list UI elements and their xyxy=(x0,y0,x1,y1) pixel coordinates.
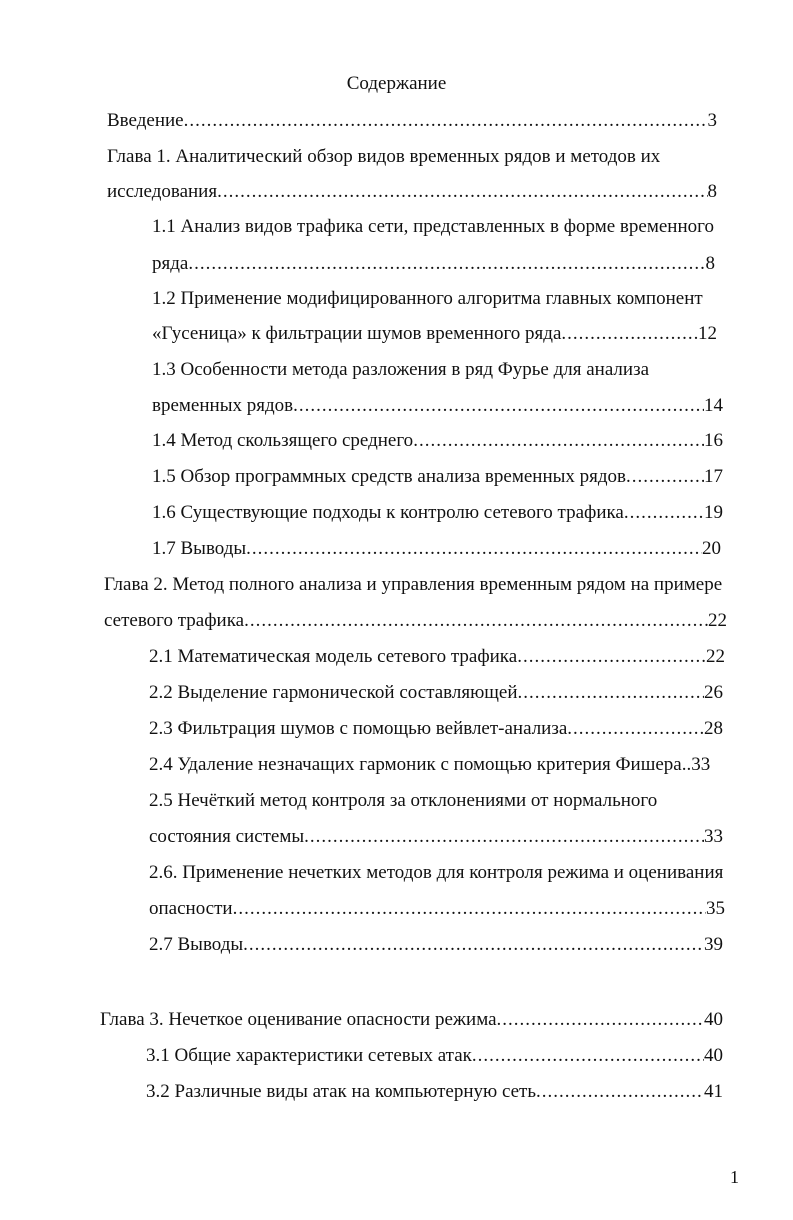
toc-section-2-5 xyxy=(149,824,723,850)
toc-page-number: 17 xyxy=(704,466,723,487)
toc-page-number: 22 xyxy=(706,646,725,667)
toc-leader-dots xyxy=(624,500,704,526)
toc-entry-text: 1.6 Существующие подходы к контролю сетевого трафика xyxy=(152,502,624,523)
toc-section-3-2 xyxy=(146,1079,723,1105)
toc-entry-text: 3.1 Общие характеристики сетевых атак xyxy=(146,1045,472,1066)
toc-entry-text: 1.5 Обзор программных средств анализа временных рядов xyxy=(152,466,627,487)
toc-page-number: 16 xyxy=(704,430,723,451)
toc-chapter-1 xyxy=(107,179,717,205)
toc-section-1-7 xyxy=(152,536,721,562)
toc-leader-dots xyxy=(567,716,704,742)
toc-entry-text: 2.1 Математическая модель сетевого трафика xyxy=(149,646,518,667)
toc-section-2-2 xyxy=(149,680,723,706)
toc-entry-intro xyxy=(107,108,717,134)
toc-page-number: 19 xyxy=(704,502,723,523)
toc-page-number: 22 xyxy=(708,610,727,631)
toc-section-2-1 xyxy=(149,644,725,670)
toc-page-number: 33 xyxy=(704,826,723,847)
toc-entry-text: сетевого трафика xyxy=(104,610,245,631)
toc-section-1-2-line1: 1.2 Применение модифицированного алгоритма главных компонент xyxy=(152,288,703,309)
toc-page-number: 40 xyxy=(704,1045,723,1066)
toc-page-number: 35 xyxy=(706,898,725,919)
toc-leader-dots xyxy=(244,608,708,634)
toc-leader-dots xyxy=(184,108,708,134)
toc-entry-text: исследования xyxy=(107,181,218,202)
toc-section-2-3 xyxy=(149,716,723,742)
toc-section-1-1-line1: 1.1 Анализ видов трафика сети, представленных в форме временного xyxy=(152,216,714,237)
toc-section-3-1 xyxy=(146,1043,723,1069)
toc-entry-text: 3.2 Различные виды атак на компьютерную сеть xyxy=(146,1081,537,1102)
page-title: Содержание xyxy=(346,73,447,94)
toc-leader-dots xyxy=(561,321,698,347)
toc-entry-text: «Гусеница» к фильтрации шумов временного ряда xyxy=(152,323,562,344)
toc-leader-dots xyxy=(413,428,704,454)
toc-leader-dots xyxy=(536,1079,704,1105)
toc-section-1-4 xyxy=(152,428,723,454)
toc-page-number: 40 xyxy=(704,1009,723,1030)
toc-leader-dots xyxy=(233,896,706,922)
toc-leader-dots xyxy=(497,1007,704,1033)
toc-section-2-7 xyxy=(149,932,723,958)
toc-entry-text: 1.7 Выводы xyxy=(152,538,247,559)
toc-leader-dots xyxy=(217,179,707,205)
toc-entry-text: 2.3 Фильтрация шумов с помощью вейвлет-анализа xyxy=(149,718,568,739)
toc-chapter-2 xyxy=(104,608,727,634)
toc-entry-text: временных рядов xyxy=(152,395,294,416)
toc-page-number: 20 xyxy=(702,538,721,559)
toc-page-number: 28 xyxy=(704,718,723,739)
toc-entry-text: ряда xyxy=(152,253,189,274)
toc-section-2-6-line1: 2.6. Применение нечетких методов для контроля режима и оценивания xyxy=(149,862,724,883)
toc-page-number: 8 xyxy=(707,181,717,202)
toc-leader-dots xyxy=(293,393,704,419)
toc-entry-text: 2.2 Выделение гармонической составляющей xyxy=(149,682,518,703)
toc-leader-dots xyxy=(304,824,704,850)
toc-section-1-5 xyxy=(152,464,723,490)
toc-entry-text: Введение xyxy=(107,110,184,131)
toc-section-2-5-line1: 2.5 Нечёткий метод контроля за отклонениями от нормального xyxy=(149,790,658,811)
toc-section-1-1 xyxy=(152,251,715,277)
toc-leader-dots xyxy=(472,1043,704,1069)
toc-page-number: 12 xyxy=(698,323,717,344)
toc-page-number: 41 xyxy=(704,1081,723,1102)
toc-leader-dots xyxy=(518,680,704,706)
toc-entry-text: Глава 3. Нечеткое оценивание опасности режима xyxy=(100,1009,497,1030)
toc-chapter-1-line1: Глава 1. Аналитический обзор видов временных рядов и методов их xyxy=(107,146,661,167)
toc-entry-text: состояния системы xyxy=(149,826,305,847)
toc-section-1-3-line1: 1.3 Особенности метода разложения в ряд Фурье для анализа xyxy=(152,359,650,380)
toc-section-1-3 xyxy=(152,393,723,419)
toc-chapter-2-line1: Глава 2. Метод полного анализа и управления временным рядом на примере xyxy=(104,574,723,595)
toc-page-number: 26 xyxy=(704,682,723,703)
page-number: 1 xyxy=(730,1167,739,1187)
toc-page-number: 3 xyxy=(707,110,717,131)
toc-page-number: 39 xyxy=(704,934,723,955)
toc-entry-text: опасности xyxy=(149,898,233,919)
toc-leader-dots xyxy=(246,536,702,562)
toc-section-1-2 xyxy=(152,321,717,347)
toc-leader-dots xyxy=(243,932,704,958)
toc-page-number: 8 xyxy=(705,253,715,274)
toc-leader-dots xyxy=(188,251,705,277)
toc-leader-dots xyxy=(517,644,706,670)
toc-leader-dots xyxy=(626,464,704,490)
toc-entry-text: 1.4 Метод скользящего среднего xyxy=(152,430,414,451)
toc-entry-text: 2.7 Выводы xyxy=(149,934,244,955)
toc-page-number: 14 xyxy=(704,395,723,416)
toc-section-2-6 xyxy=(149,896,725,922)
toc-chapter-3 xyxy=(100,1007,723,1033)
toc-section-1-6 xyxy=(152,500,723,526)
toc-section-2-4: 2.4 Удаление незначащих гармоник с помощью критерия Фишера..33 xyxy=(149,754,711,775)
